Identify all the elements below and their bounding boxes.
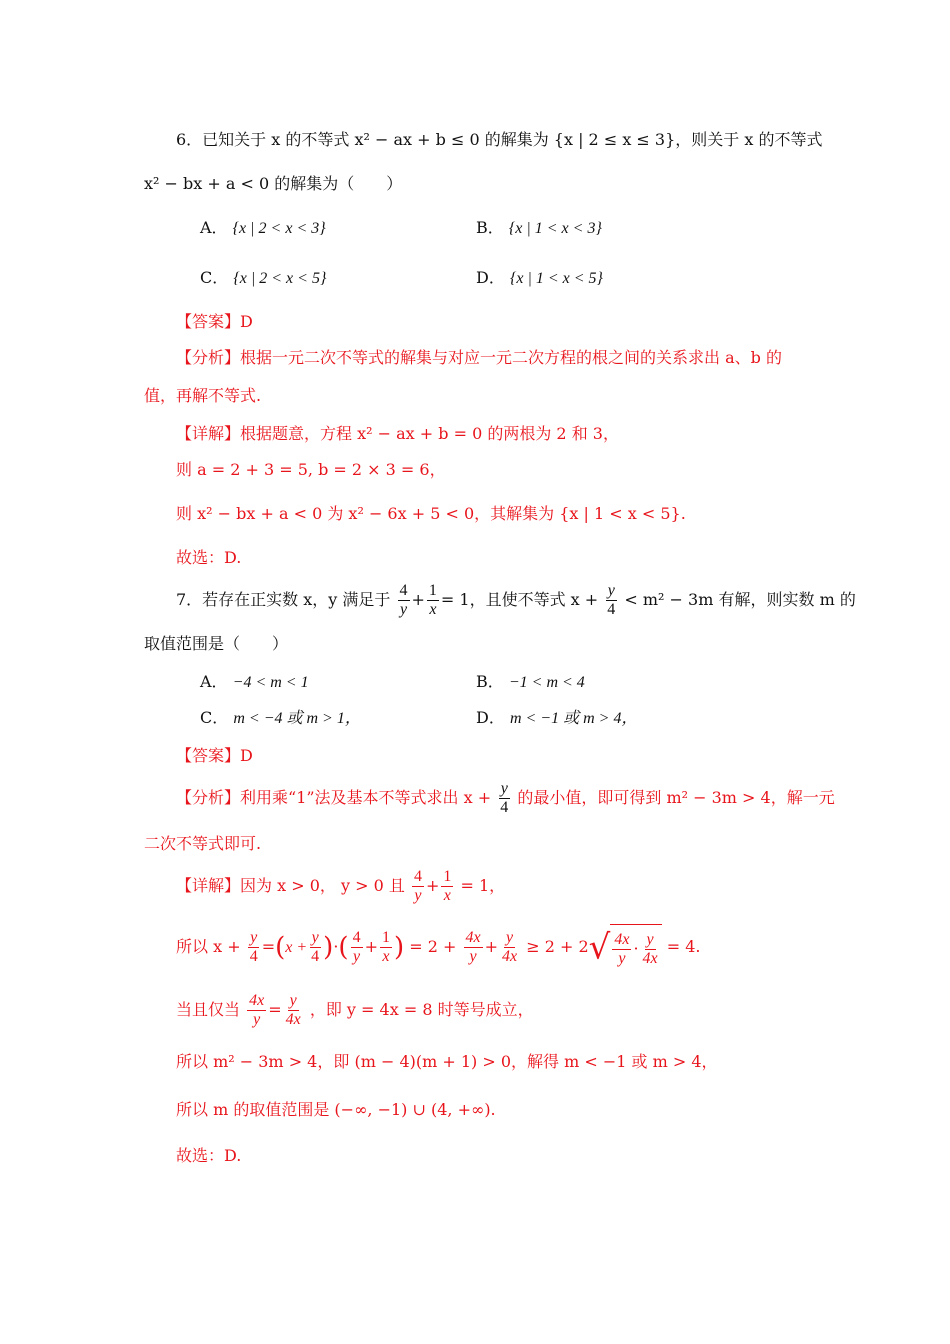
q6-detail-line1 — [176, 422, 619, 446]
option-label: D． — [476, 268, 505, 287]
fraction-y-over-4x: $\frac{y}{4x}$ — [502, 929, 518, 965]
detail-tag: 【详解】 — [176, 876, 241, 895]
fraction-4-over-y: $\frac{4}{y}$ — [413, 868, 422, 904]
q7-stem-a: 7．若存在正实数 x，y 满足于 — [176, 590, 391, 609]
answer-value: D — [240, 746, 253, 765]
q7-analysis-line1 — [176, 780, 835, 817]
option-text: −1 < m < 4 — [508, 674, 585, 691]
q6-detail-line3: 则 x² − bx + a < 0 为 x² − 6x + 5 < 0，其解集为 {x | 1 < x < 5}. — [176, 504, 686, 523]
fraction-4x-over-y: $\frac{4x}{y}$ — [614, 931, 630, 967]
q7-detail-line2: 所以 x + $\frac{y}{4}$ =(x + $\frac{y}{4}$ )·( $\frac{4}{y}$ + $\frac{1}{x}$ ) = 2 + $\frac{4x}{y}$ + $\frac{y}{4x}$ ≥ 2 + 2√ $\frac{4x}{y}$ · $\frac{y}{4x}$ = 4. — [176, 924, 701, 971]
detail-text-c: ≥ 2 + 2 — [526, 937, 589, 956]
fraction-y-over-4: $\frac{y}{4}$ — [311, 929, 320, 965]
fraction-4-over-y: $\frac{4}{y}$ — [352, 929, 361, 965]
option-text: {x | 2 < x < 5} — [233, 270, 327, 287]
fraction-4x-over-y: $\frac{4x}{y}$ — [249, 992, 265, 1028]
option-text: m < −4 或 m > 1， — [233, 710, 361, 727]
analysis-tag: 【分析】 — [176, 788, 241, 807]
detail-text-c: ，即 y = 4x = 8 时等号成立， — [309, 1000, 534, 1019]
detail-text: 根据题意，方程 x² − ax + b = 0 的两根为 2 和 3， — [240, 424, 619, 443]
fraction-1-over-x: $\frac{1}{x}$ — [428, 582, 437, 618]
q7-detail-line3 — [176, 990, 534, 1030]
equals-sign: = — [268, 1000, 282, 1019]
q6-option-d — [476, 266, 603, 291]
option-text: m < −1 或 m > 4， — [509, 710, 638, 727]
q7-stem-line2: 取值范围是（ ） — [144, 634, 289, 653]
fraction-y-over-4x: $\frac{y}{4x}$ — [642, 931, 658, 967]
plus-sign: + — [425, 876, 440, 895]
q6-choose: 故选：D. — [176, 548, 242, 567]
q6-stem-line1: 6．已知关于 x 的不等式 x² − ax + b ≤ 0 的解集为 {x | 2 ≤ x ≤ 3}，则关于 x 的不等式 — [176, 130, 823, 149]
option-label: A． — [200, 672, 228, 691]
q6-option-a — [200, 216, 326, 241]
option-label: B． — [476, 218, 504, 237]
q7-detail-line5: 所以 m 的取值范围是 (−∞, −1) ∪ (4, +∞). — [176, 1100, 496, 1119]
q6-option-b — [476, 216, 602, 241]
fraction-y-over-4x: $\frac{y}{4x}$ — [285, 992, 301, 1028]
analysis-text: 根据一元二次不等式的解集与对应一元二次方程的根之间的关系求出 a、b 的 — [240, 348, 782, 367]
option-text: {x | 1 < x < 5} — [509, 270, 603, 287]
option-text: {x | 2 < x < 3} — [232, 220, 326, 237]
analysis-tag: 【分析】 — [176, 348, 241, 367]
detail-text-a: 当且仅当 — [176, 1000, 241, 1019]
q7-option-d — [476, 706, 637, 731]
q7-option-c — [200, 706, 361, 731]
q7-stem-line1: 7．若存在正实数 x，y 满足于 $\frac{4}{y}$ + $\frac{1}{x}$ = 1，且使不等式 x + $\frac{y}{4}$ < m² − 3m 有解，则实数 m 的 — [176, 582, 856, 618]
q6-option-c — [200, 266, 326, 291]
answer-tag: 【答案】 — [176, 746, 241, 765]
detail-text-a: 因为 x > 0， y > 0 且 — [240, 876, 405, 895]
fraction-y-over-4: $\frac{y}{4}$ — [607, 582, 616, 618]
option-label: D． — [476, 708, 505, 727]
detail-text-d: = 4. — [666, 937, 701, 956]
detail-text-b: = 2 + — [409, 937, 457, 956]
fraction-y-over-4: $\frac{y}{4}$ — [249, 929, 258, 965]
detail-text-c: = 1， — [460, 876, 506, 895]
detail-tag: 【详解】 — [176, 424, 241, 443]
option-label: C． — [200, 268, 229, 287]
q6-analysis-line2: 值，再解不等式. — [144, 386, 262, 405]
q7-answer — [176, 744, 253, 768]
q7-detail-line4: 所以 m² − 3m > 4，即 (m − 4)(m + 1) > 0，解得 m < −1 或 m > 4， — [176, 1052, 718, 1071]
q6-analysis-line1 — [176, 346, 782, 370]
answer-value: D — [240, 312, 253, 331]
fraction-1-over-x: $\frac{1}{x}$ — [443, 868, 452, 904]
option-text: −4 < m < 1 — [232, 674, 309, 691]
fraction-4x-over-y: $\frac{4x}{y}$ — [465, 929, 481, 965]
q6-detail-line2: 则 a = 2 + 3 = 5, b = 2 × 3 = 6， — [176, 460, 446, 479]
q7-analysis-line2: 二次不等式即可. — [144, 834, 262, 853]
square-root-icon: √ — [588, 927, 611, 968]
answer-tag: 【答案】 — [176, 312, 241, 331]
fraction-4-over-y: $\frac{4}{y}$ — [399, 582, 408, 618]
option-text: {x | 1 < x < 3} — [508, 220, 602, 237]
q6-stem-line2: x² − bx + a < 0 的解集为（ ） — [144, 174, 403, 193]
q7-stem-c: < m² − 3m 有解，则实数 m 的 — [624, 590, 856, 609]
option-label: C． — [200, 708, 229, 727]
option-label: A． — [200, 218, 228, 237]
q7-detail-line1 — [176, 868, 505, 905]
q7-choose: 故选：D. — [176, 1146, 242, 1165]
option-label: B． — [476, 672, 504, 691]
analysis-text-a: 利用乘“1”法及基本不等式求出 x + — [240, 788, 492, 807]
analysis-text-b: 的最小值，即可得到 m² − 3m > 4，解一元 — [517, 788, 835, 807]
fraction-y-over-4: $\frac{y}{4}$ — [500, 780, 509, 816]
q7-stem-b: ，且使不等式 x + — [469, 590, 599, 609]
q7-option-b — [476, 670, 585, 695]
q7-option-a — [200, 670, 309, 695]
detail-text-a: 所以 x + — [176, 937, 241, 956]
q6-answer — [176, 310, 253, 334]
fraction-1-over-x: $\frac{1}{x}$ — [381, 929, 390, 965]
